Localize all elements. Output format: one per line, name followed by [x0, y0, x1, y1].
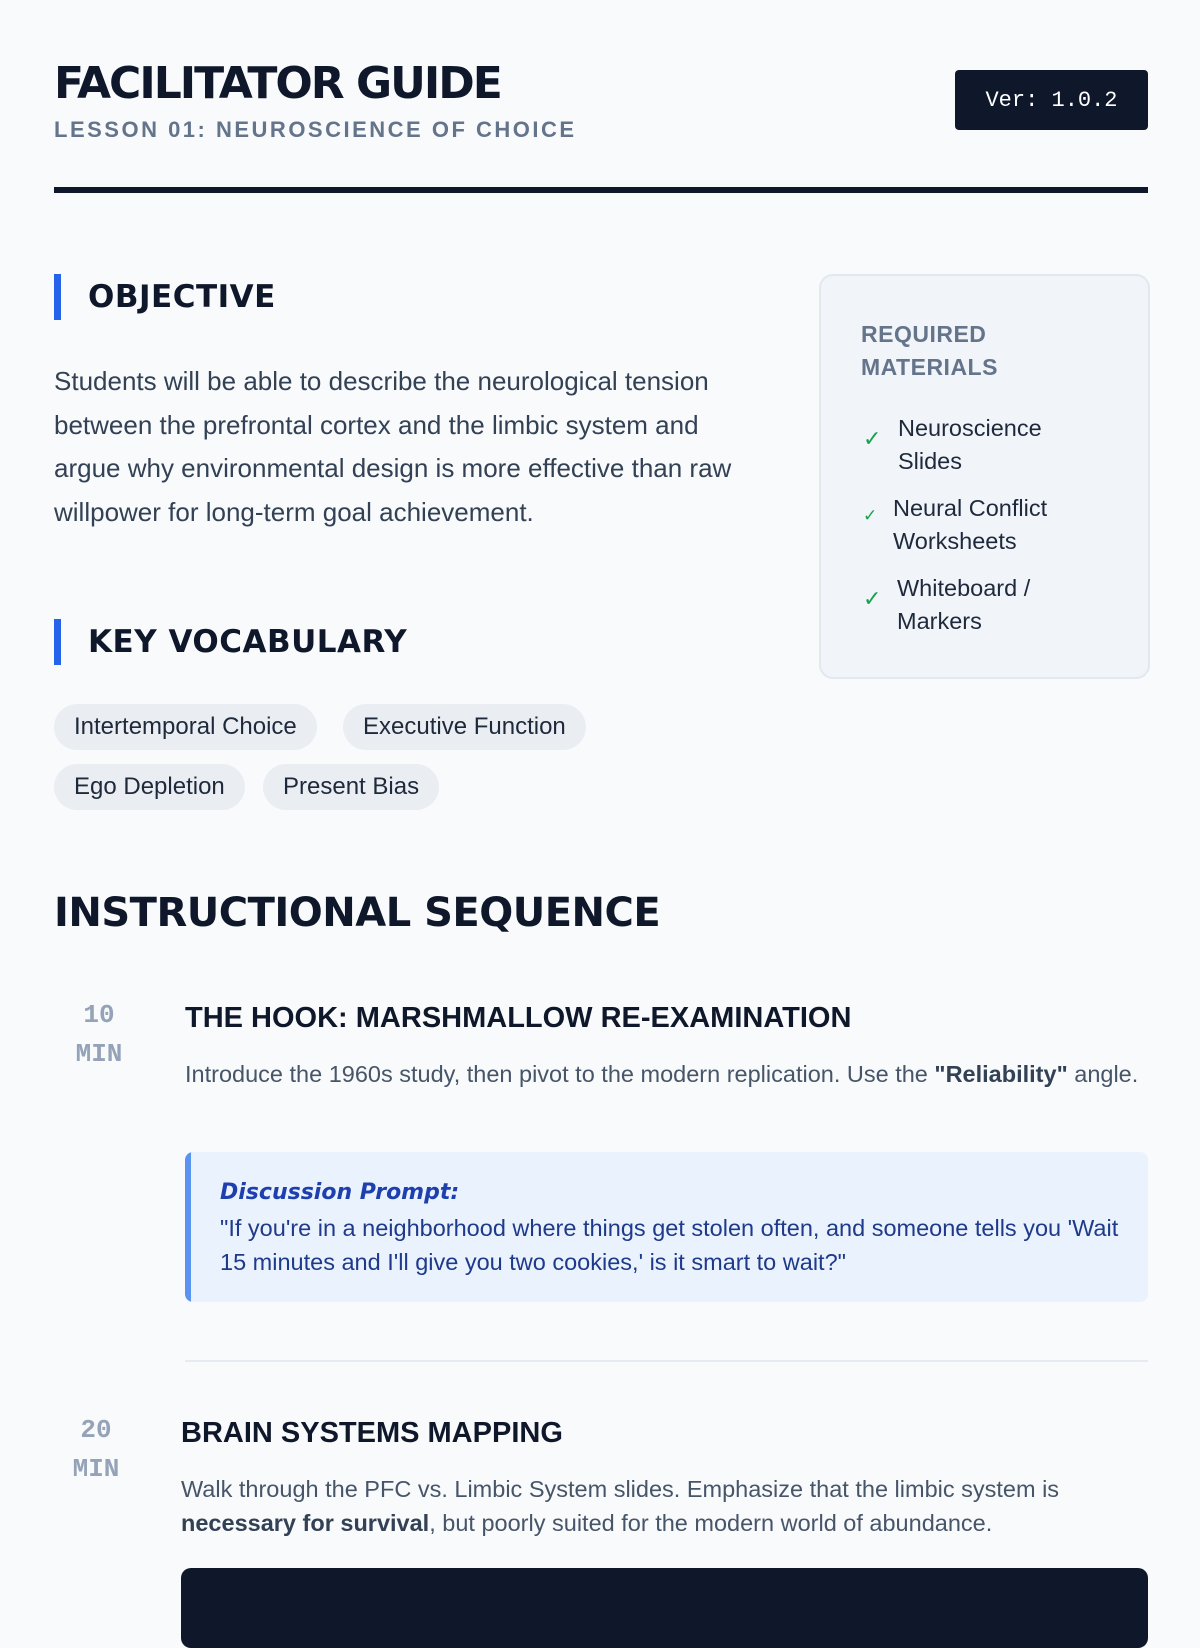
step-title: BRAIN SYSTEMS MAPPING — [181, 1417, 563, 1449]
version-badge: Ver: 1.0.2 — [955, 70, 1148, 130]
checkmark-icon: ✓ — [863, 426, 882, 451]
discussion-prompt — [185, 1152, 1148, 1302]
heading-accent-bar — [54, 274, 61, 320]
duration-unit: MIN — [72, 1454, 120, 1484]
vocabulary-heading — [54, 619, 407, 665]
header-divider — [54, 187, 1148, 193]
step-text: , but poorly suited for the modern world of abundance. — [429, 1509, 993, 1536]
step-title: THE HOOK: MARSHMALLOW RE-EXAMINATION — [185, 1002, 852, 1034]
step-duration — [46, 1411, 146, 1489]
checkmark-icon: ✓ — [863, 506, 878, 525]
vocab-tag: Ego Depletion — [54, 764, 245, 810]
prompt-quote: "If you're in a neighborhood where things get stolen often, and someone tells you 'Wait 15 minutes and I'll give you two cookies,' is it smart to wait?" — [220, 1215, 1119, 1275]
page-title: FACILITATOR GUIDE — [54, 58, 501, 109]
step-description — [185, 1058, 1140, 1092]
vocab-tag: Executive Function — [343, 704, 586, 750]
prompt-accent-bar — [185, 1152, 191, 1302]
objective-heading — [54, 274, 276, 320]
prompt-label: Discussion Prompt: — [220, 1180, 460, 1205]
objective-text: Students will be able to describe the neurological tension between the prefrontal cortex and the limbic system and argue why environmental design is more effective than raw willpower for long-term goal achievement. — [54, 366, 732, 527]
material-label: Neuroscience Slides — [898, 415, 1042, 474]
vocab-tag: Intertemporal Choice — [54, 704, 317, 750]
required-materials-card — [819, 274, 1150, 679]
duration-value: 20 — [80, 1415, 112, 1445]
step-description — [181, 1473, 1141, 1540]
step-text: angle. — [1067, 1061, 1139, 1087]
step-text: Walk through the PFC vs. Limbic System slides. Emphasize that the limbic system is — [181, 1476, 1060, 1502]
sequence-heading: INSTRUCTIONAL SEQUENCE — [54, 890, 661, 936]
duration-unit: MIN — [75, 1039, 123, 1069]
duration-value: 10 — [83, 1000, 115, 1030]
material-label: Whiteboard / Markers — [897, 575, 1031, 634]
step-text: Introduce the 1960s study, then pivot to the modern replication. Use the — [185, 1061, 935, 1087]
lesson-subtitle: LESSON 01: NEUROSCIENCE OF CHOICE — [54, 117, 577, 142]
vocabulary-heading-text: KEY VOCABULARY — [88, 624, 408, 660]
key-concept-box — [181, 1568, 1148, 1648]
step-divider — [185, 1360, 1148, 1362]
vocab-tag: Present Bias — [263, 764, 439, 810]
checkmark-icon: ✓ — [863, 586, 882, 611]
materials-title: REQUIRED MATERIALS — [861, 321, 998, 380]
objective-heading-text: OBJECTIVE — [88, 279, 276, 315]
heading-accent-bar — [54, 619, 61, 665]
step-emphasis: necessary for survival — [181, 1509, 430, 1536]
step-duration — [49, 996, 149, 1074]
material-label: Neural Conflict Worksheets — [893, 495, 1048, 554]
step-emphasis: "Reliability" — [934, 1061, 1068, 1087]
